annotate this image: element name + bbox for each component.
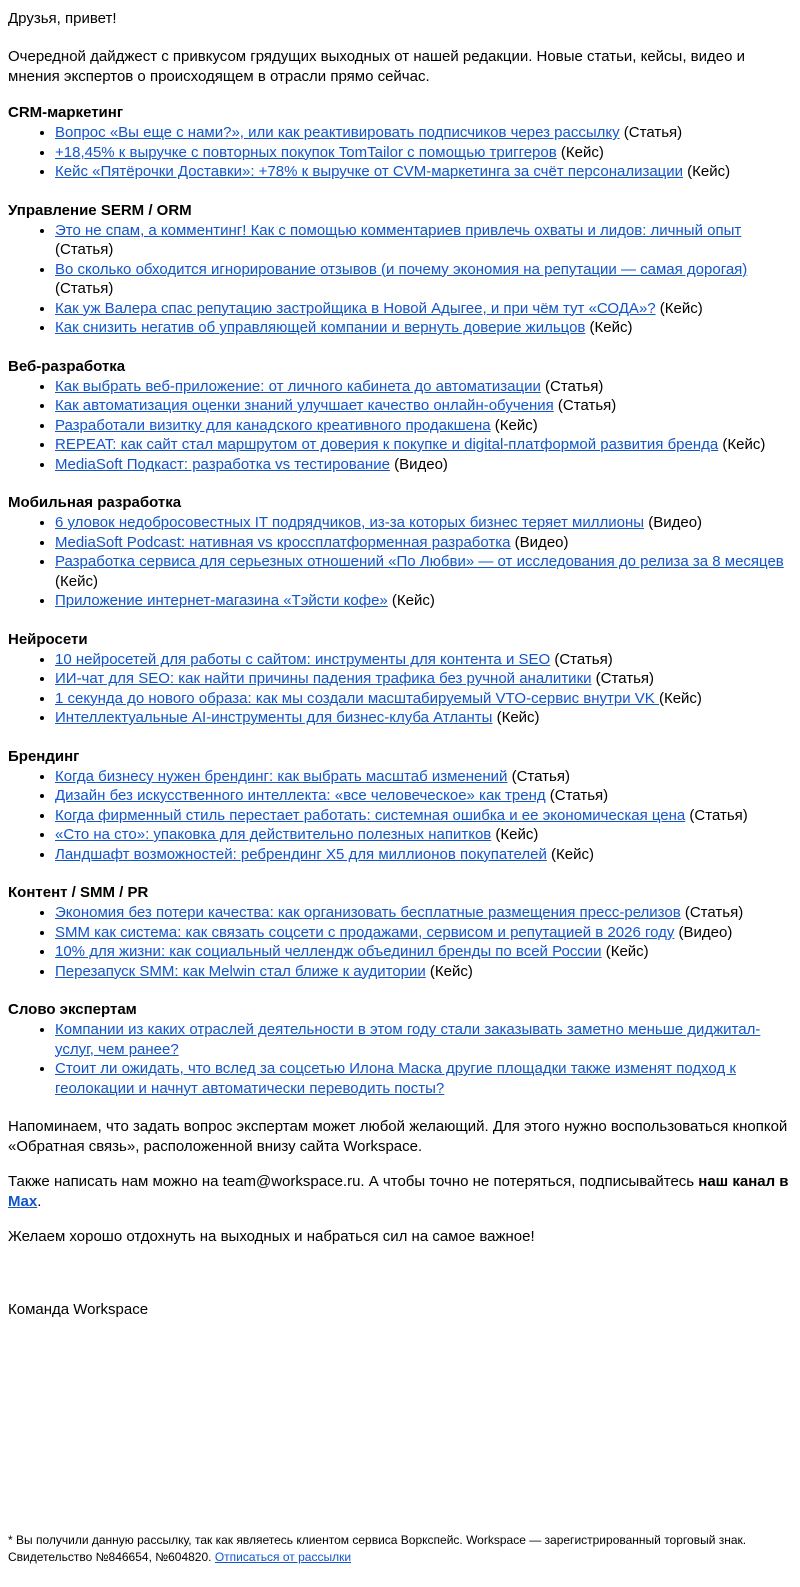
section	[8, 747, 792, 865]
article-link[interactable]: Кейс «Пятёрочки Доставки»: +78% к выручке от CVM-маркетинга за счёт персонализации	[55, 163, 684, 180]
article-link[interactable]: Как уж Валера спас репутацию застройщика в Новой Адыгее, и при чём тут «СОДА»?	[55, 299, 656, 317]
article-link[interactable]: Разработка сервиса для серьезных отношений «По Любви» — от исследования до релиза за 8 месяцев	[55, 553, 784, 570]
list-item	[55, 591, 792, 611]
section	[8, 493, 792, 611]
article-link[interactable]: Интеллектуальные AI-инструменты для бизнес-клуба Атланты	[55, 709, 493, 726]
list-item	[55, 123, 792, 143]
list-item	[55, 962, 792, 982]
channel-label-text: наш канал в	[698, 1173, 789, 1190]
section	[8, 103, 792, 182]
list-item	[55, 786, 792, 806]
article-link[interactable]: 1 секунда до нового образа: как мы создали масштабируемый VTO-сервис внутри VK	[55, 689, 659, 707]
list-item	[55, 318, 792, 338]
article-link[interactable]: Компании из каких отраслей деятельности в этом году стали заказывать заметно меньше диджитал-услуг, чем ранее?	[55, 1021, 761, 1058]
list-item	[55, 689, 792, 709]
item-type-tag: (Кейс)	[387, 592, 435, 609]
list-item	[55, 942, 792, 962]
article-link[interactable]: Это не спам, а комментинг! Как с помощью комментариев привлечь охваты и лидов: личный опыт	[55, 221, 742, 239]
list-item	[55, 513, 792, 533]
item-type-tag: (Видео)	[644, 514, 703, 531]
section	[8, 630, 792, 728]
contact-end: .	[37, 1193, 42, 1210]
section-list	[8, 650, 792, 728]
item-type-tag: (Кейс)	[683, 163, 731, 180]
item-type-tag: (Кейс)	[55, 572, 98, 590]
article-link[interactable]: Вопрос «Вы еще с нами?», или как реактивировать подписчиков через рассылку	[55, 124, 620, 141]
list-item	[55, 669, 792, 689]
section	[8, 201, 792, 338]
list-item	[55, 650, 792, 670]
item-type-tag: (Статья)	[507, 767, 570, 785]
list-item	[55, 299, 792, 319]
article-link[interactable]: Дизайн без искусственного интеллекта: «все человеческое» как тренд	[55, 787, 546, 804]
article-link[interactable]: Ландшафт возможностей: ребрендинг X5 для миллионов покупателей	[55, 845, 547, 863]
article-link[interactable]: +18,45% к выручке с повторных покупок TomTailor с помощью триггеров	[55, 143, 557, 161]
section	[8, 357, 792, 475]
article-link[interactable]: Когда фирменный стиль перестает работать: системная ошибка и ее экономическая цена	[55, 806, 686, 824]
section-list	[8, 123, 792, 182]
email-body	[8, 9, 792, 1320]
section	[8, 883, 792, 981]
article-link[interactable]: 6 уловок недобросовестных IT подрядчиков, из-за которых бизнес теряет миллионы	[55, 514, 645, 531]
unsubscribe-link[interactable]: Отписаться от рассылки	[214, 1550, 352, 1564]
list-item	[55, 143, 792, 163]
article-link[interactable]: Когда бизнесу нужен брендинг: как выбрать масштаб изменений	[55, 767, 508, 785]
item-type-tag: (Кейс)	[492, 709, 540, 726]
footer-note	[8, 1532, 792, 1566]
section-list	[8, 377, 792, 475]
item-type-tag: (Кейс)	[655, 299, 703, 317]
section-list	[8, 221, 792, 338]
list-item	[55, 533, 792, 553]
footer-text: * Вы получили данную рассылку, так как являетесь клиентом сервиса Воркспейс. Workspace — зарегистрированный торговый знак. Свидетельство №846654, №604820.	[8, 1533, 747, 1564]
list-item	[55, 923, 792, 943]
list-item	[55, 825, 792, 845]
contact-lead: Также написать нам можно на team@workspace.ru. А чтобы точно не потеряться, подписывайтесь	[8, 1173, 699, 1190]
list-item	[55, 435, 792, 455]
intro-text: Очередной дайджест с привкусом грядущих выходных от нашей редакции. Новые статьи, кейсы, видео и мнения экспертов о происходящем в отрасли прямо сейчас.	[8, 48, 746, 85]
section	[8, 1000, 792, 1098]
item-type-tag: (Кейс)	[425, 962, 473, 980]
article-link[interactable]: Как снизить негатив об управляющей компании и вернуть доверие жильцов	[55, 319, 586, 336]
list-item	[55, 1059, 792, 1098]
item-type-tag: (Статья)	[619, 124, 683, 141]
item-type-tag: (Кейс)	[490, 416, 538, 434]
article-link[interactable]: Как выбрать веб-приложение: от личного кабинета до автоматизации	[55, 377, 541, 395]
item-type-tag: (Статья)	[591, 670, 655, 687]
list-item	[55, 767, 792, 787]
list-item	[55, 1020, 792, 1059]
item-type-tag: (Статья)	[685, 806, 748, 824]
article-link[interactable]: 10 нейросетей для работы с сайтом: инструменты для контента и SEO	[55, 650, 551, 668]
list-item	[55, 845, 792, 865]
list-item	[55, 552, 792, 591]
item-type-tag: (Видео)	[674, 923, 733, 941]
reminder-text: Напоминаем, что задать вопрос экспертам может любой желающий. Для этого нужно воспользоваться кнопкой «Обратная связь», расположенной внизу сайта Workspace.	[8, 1118, 788, 1155]
wish-text: Желаем хорошо отдохнуть на выходных и набраться сил на самое важное!	[8, 1228, 535, 1245]
item-type-tag: (Видео)	[389, 455, 448, 473]
item-type-tag: (Статья)	[55, 280, 114, 297]
article-link[interactable]: MediaSoft Подкаст: разработка vs тестирование	[55, 455, 390, 473]
section-title: Контент / SMM / PR	[8, 884, 149, 901]
item-type-tag: (Статья)	[680, 904, 744, 921]
list-item	[55, 806, 792, 826]
item-type-tag: (Кейс)	[546, 845, 594, 863]
max-channel-link[interactable]: Max	[8, 1193, 38, 1210]
list-item	[55, 396, 792, 416]
signature: Команда Workspace	[8, 1301, 149, 1318]
article-link[interactable]: «Сто на сто»: упаковка для действительно полезных напитков	[55, 826, 492, 843]
section-title: Управление SERM / ORM	[8, 201, 192, 219]
article-link[interactable]: Приложение интернет-магазина «Тэйсти кофе»	[55, 592, 388, 609]
section-title: Слово экспертам	[8, 1001, 137, 1018]
list-item	[55, 162, 792, 182]
list-item	[55, 455, 792, 475]
article-link[interactable]: ИИ-чат для SEO: как найти причины падения трафика без ручной аналитики	[55, 670, 592, 687]
item-type-tag: (Видео)	[510, 533, 569, 551]
section-title: Брендинг	[8, 747, 80, 765]
item-type-tag: (Кейс)	[491, 826, 539, 843]
item-type-tag: (Кейс)	[658, 689, 702, 707]
item-type-tag: (Статья)	[55, 241, 114, 258]
list-item	[55, 708, 792, 728]
item-type-tag: (Кейс)	[718, 436, 766, 453]
article-link[interactable]: REPEAT: как сайт стал маршрутом от доверия к покупке и digital-платформой развития бренда	[55, 436, 719, 453]
article-link[interactable]: Разработали визитку для канадского креативного продакшена	[55, 416, 491, 434]
list-item	[55, 416, 792, 436]
greeting: Друзья, привет!	[8, 10, 117, 27]
article-link[interactable]: 10% для жизни: как социальный челлендж объединил бренды по всей России	[55, 943, 602, 960]
article-link[interactable]: Экономия без потери качества: как организовать бесплатные размещения пресс-релизов	[55, 904, 681, 921]
article-link[interactable]: Как автоматизация оценки знаний улучшает качество онлайн-обучения	[55, 397, 554, 414]
list-item	[55, 903, 792, 923]
section-list	[8, 1020, 792, 1098]
item-type-tag: (Статья)	[553, 397, 617, 414]
article-link[interactable]: Стоит ли ожидать, что вслед за соцсетью Илона Маска другие площадки также изменят подход к геолокации и начнут автоматически переводить посты?	[55, 1060, 736, 1097]
contact-text	[8, 1172, 792, 1212]
article-link[interactable]: Перезапуск SMM: как Melwin стал ближе к аудитории	[55, 962, 426, 980]
item-type-tag: (Статья)	[550, 650, 613, 668]
item-type-tag: (Кейс)	[601, 943, 649, 960]
section-title: Нейросети	[8, 630, 88, 648]
list-item	[55, 221, 792, 260]
item-type-tag: (Кейс)	[585, 319, 633, 336]
section-title: Веб-разработка	[8, 357, 126, 375]
item-type-tag: (Статья)	[545, 787, 609, 804]
section-title: Мобильная разработка	[8, 494, 182, 511]
list-item	[55, 260, 792, 299]
item-type-tag: (Кейс)	[556, 143, 604, 161]
section-list	[8, 903, 792, 981]
section-list	[8, 513, 792, 611]
list-item	[55, 377, 792, 397]
article-link[interactable]: MediaSoft Podcast: нативная vs кроссплатформенная разработка	[55, 533, 511, 551]
section-list	[8, 767, 792, 865]
article-link[interactable]: SMM как система: как связать соцсети с продажами, сервисом и репутацией в 2026 году	[55, 923, 675, 941]
item-type-tag: (Статья)	[540, 377, 604, 395]
article-link[interactable]: Во сколько обходится игнорирование отзывов (и почему экономия на репутации — самая дорогая)	[55, 260, 748, 278]
digest-sections	[8, 103, 792, 1098]
section-title: CRM-маркетинг	[8, 104, 124, 121]
